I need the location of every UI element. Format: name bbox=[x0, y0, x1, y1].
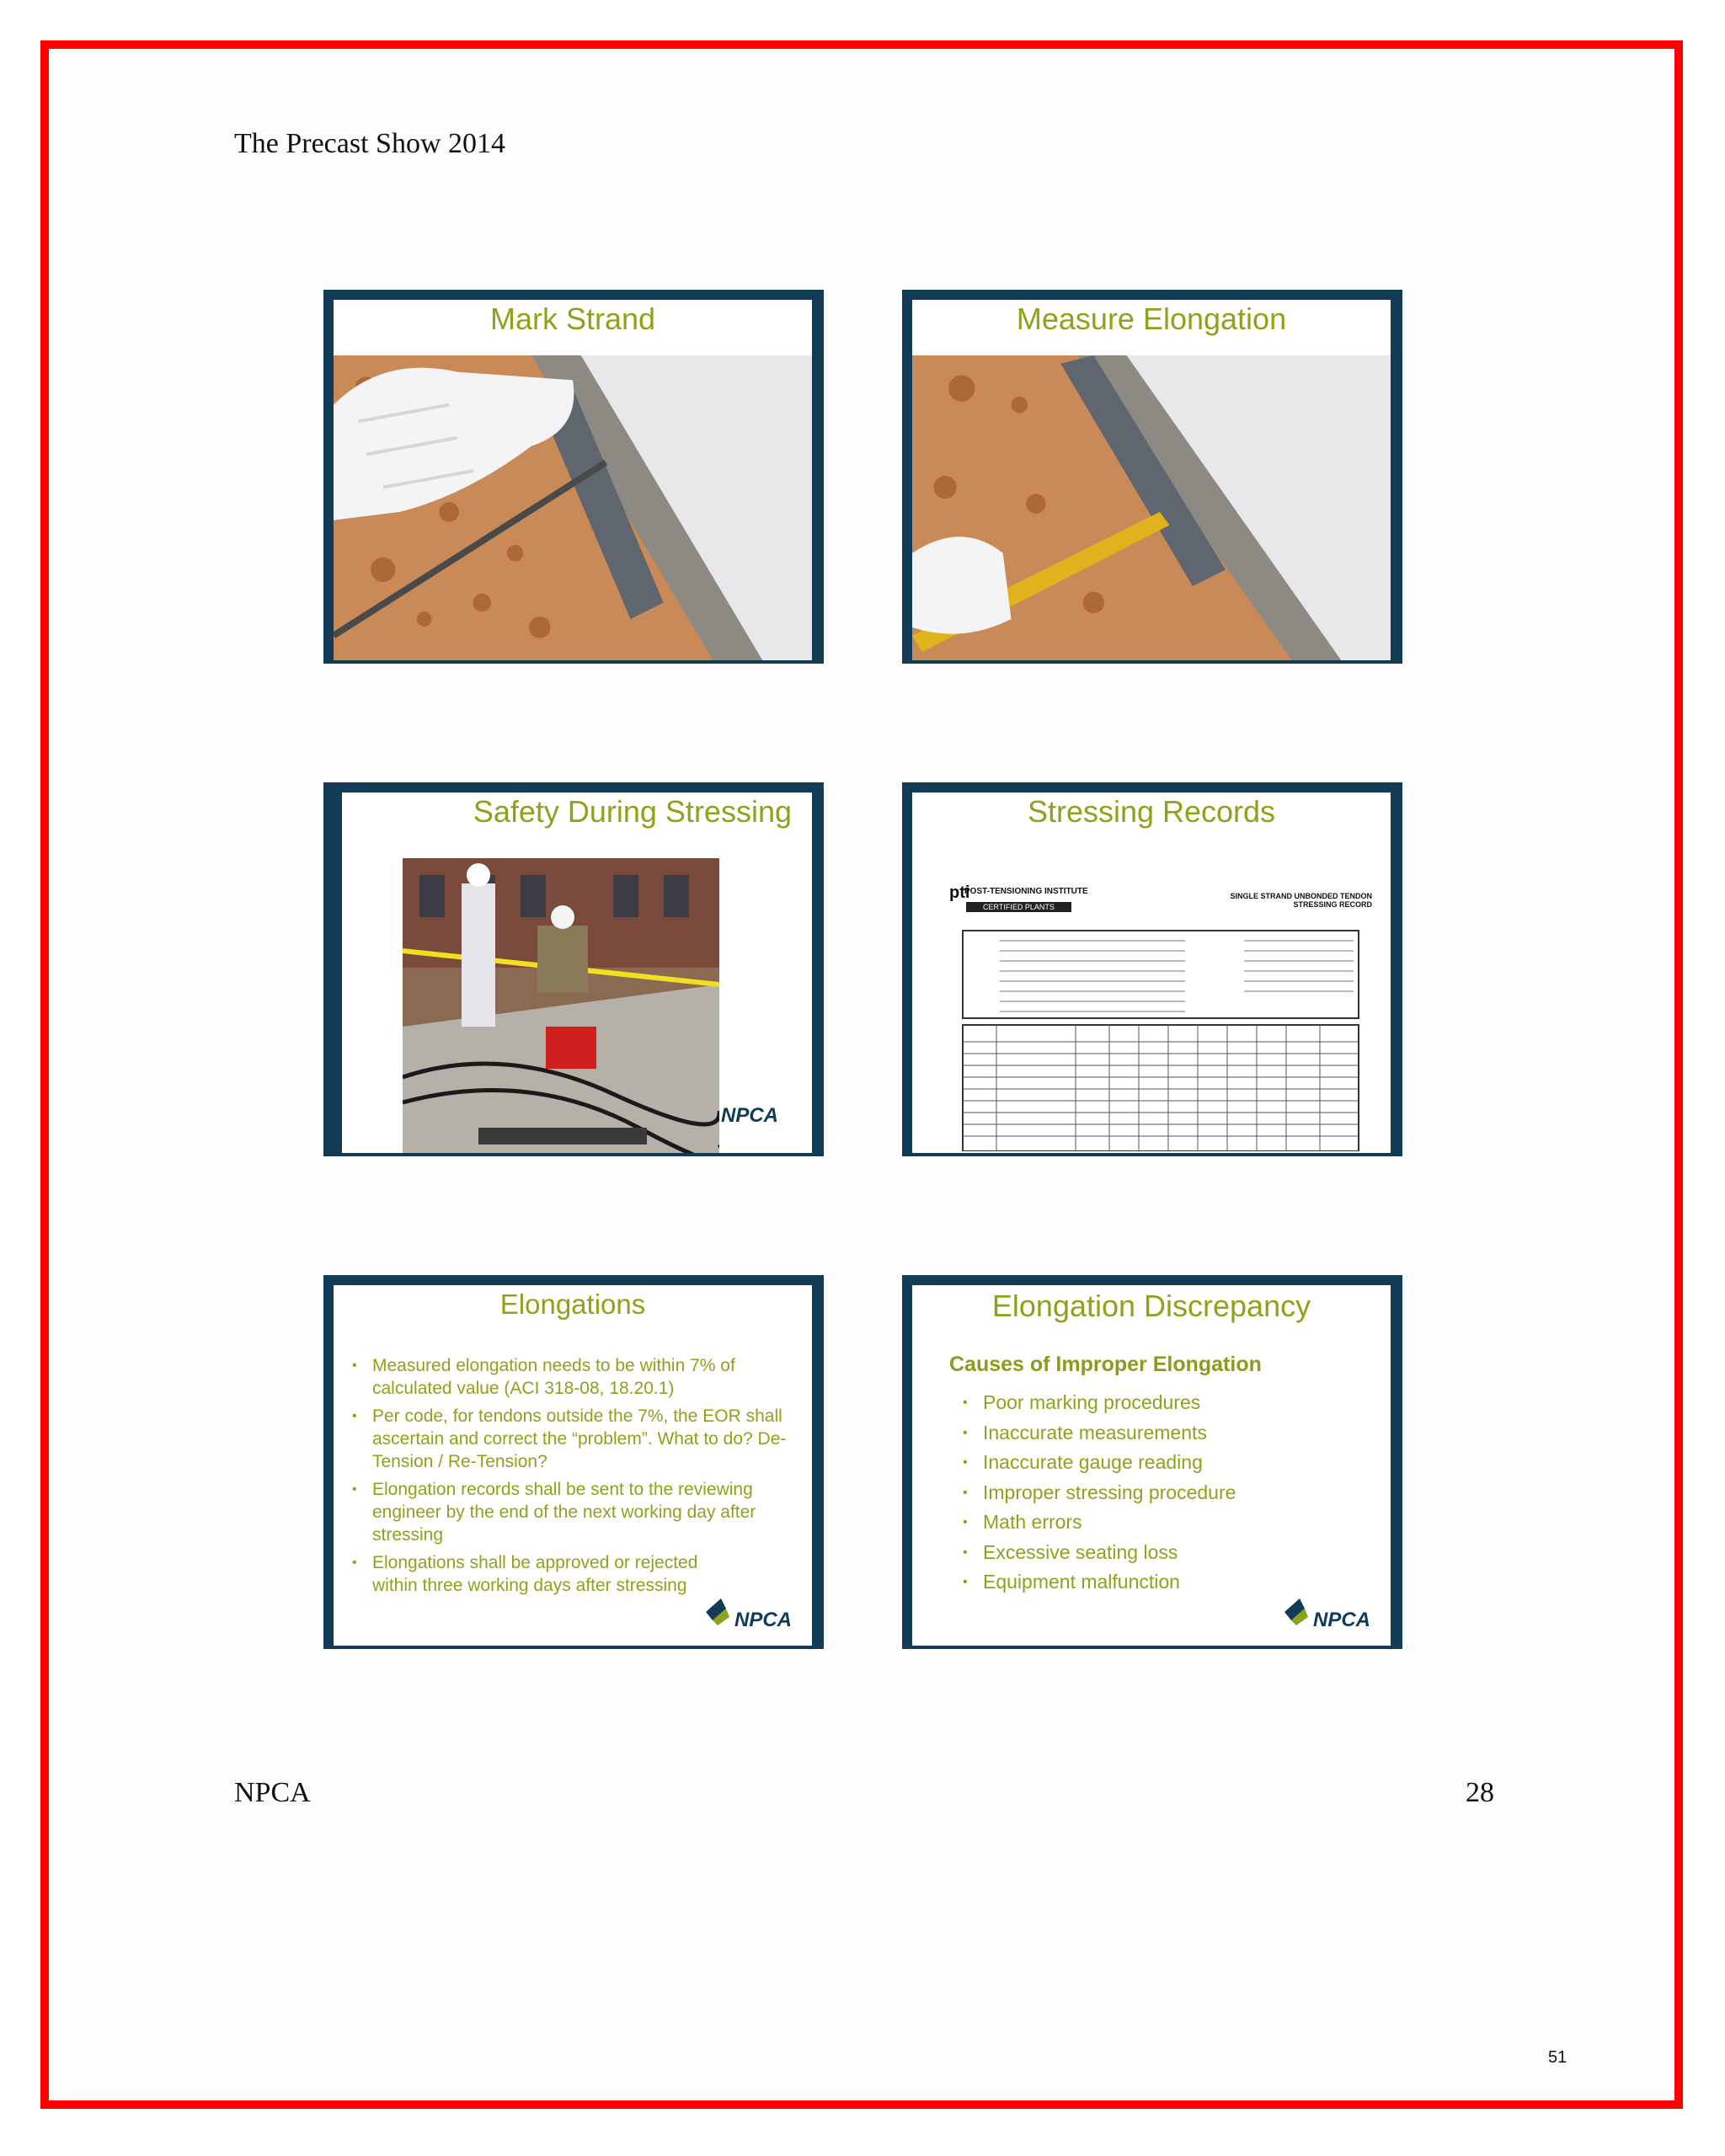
measure-elongation-photo bbox=[912, 355, 1391, 660]
slide-title: Elongations bbox=[499, 1289, 646, 1320]
page-header: The Precast Show 2014 bbox=[234, 128, 506, 159]
form-title-line1: SINGLE STRAND UNBONDED TENDON bbox=[1230, 892, 1372, 900]
page-number: 51 bbox=[1548, 2048, 1567, 2067]
form-title bbox=[1230, 892, 1372, 909]
list-item: • Per code, for tendons outside the 7%, the EOR shall ascertain and correct the “problem”. What to do? De-Tension / Re-Tension? bbox=[352, 1405, 793, 1473]
slide-title: Mark Strand bbox=[489, 302, 656, 336]
list-item: • Math errors bbox=[963, 1508, 1236, 1538]
stressing-record-form bbox=[949, 927, 1370, 1151]
npca-logo-text: NPCA bbox=[734, 1609, 793, 1631]
pti-logo-icon: pti bbox=[949, 883, 970, 902]
slide-left-bar bbox=[334, 792, 342, 1153]
list-item: • Inaccurate measurements bbox=[963, 1418, 1236, 1449]
list-item: • Excessive seating loss bbox=[963, 1538, 1236, 1568]
slide-elongation-discrepancy bbox=[902, 1275, 1402, 1649]
causes-heading: Causes of Improper Elongation bbox=[949, 1353, 1262, 1376]
slide-title: Elongation Discrepancy bbox=[991, 1289, 1311, 1323]
list-item: • Equipment malfunction bbox=[963, 1567, 1236, 1598]
page-footer-left: NPCA bbox=[234, 1777, 311, 1808]
form-title-line2: STRESSING RECORD bbox=[1293, 900, 1372, 909]
elongations-bullet-list bbox=[352, 1354, 793, 1602]
list-item: • Inaccurate gauge reading bbox=[963, 1448, 1236, 1478]
form-badge: CERTIFIED PLANTS bbox=[966, 902, 1071, 912]
list-item: • Elongation records shall be sent to the reviewing engineer by the end of the next working day after stressing bbox=[352, 1478, 793, 1546]
npca-logo: NPCA bbox=[720, 1104, 778, 1127]
npca-logo bbox=[1279, 1592, 1379, 1636]
slide-safety-during-stressing bbox=[323, 782, 824, 1156]
slide-title: Stressing Records bbox=[1027, 794, 1276, 829]
list-item: • Elongations shall be approved or rejected within three working days after stressing bbox=[352, 1551, 793, 1597]
npca-logo bbox=[701, 1592, 800, 1636]
slide-stressing-records bbox=[902, 782, 1402, 1156]
causes-list bbox=[963, 1388, 1236, 1598]
npca-logo-text: NPCA bbox=[1313, 1609, 1371, 1631]
safety-photo bbox=[403, 858, 719, 1156]
list-item: • Improper stressing procedure bbox=[963, 1478, 1236, 1508]
slide-elongations bbox=[323, 1275, 824, 1649]
slide-title: Measure Elongation bbox=[1016, 302, 1287, 336]
slide-title: Safety During Stressing bbox=[473, 794, 792, 829]
list-item: • Measured elongation needs to be within 7% of calculated value (ACI 318-08, 18.20.1) bbox=[352, 1354, 793, 1400]
form-org: POST-TENSIONING INSTITUTE bbox=[964, 887, 1088, 896]
slide-mark-strand bbox=[323, 290, 824, 664]
mark-strand-photo bbox=[334, 355, 812, 660]
slide-measure-elongation bbox=[902, 290, 1402, 664]
list-item: • Poor marking procedures bbox=[963, 1388, 1236, 1418]
page-footer-right: 28 bbox=[1466, 1777, 1494, 1808]
